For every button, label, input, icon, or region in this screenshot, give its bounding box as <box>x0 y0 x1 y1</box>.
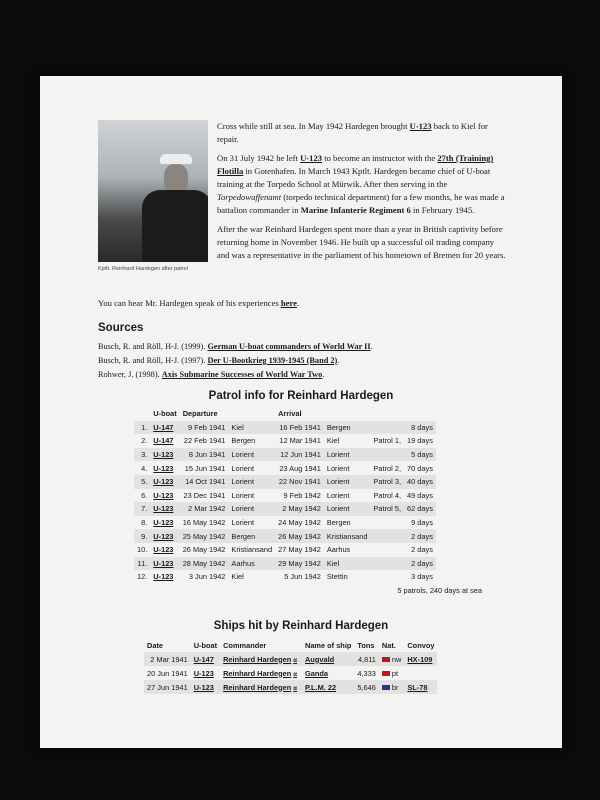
patrol-days: 2 days <box>411 531 433 541</box>
uboat-link[interactable]: U-123 <box>153 490 174 500</box>
col-nat: Nat. <box>381 640 396 650</box>
ships-table <box>144 638 437 694</box>
commander-photo <box>98 120 208 262</box>
flag-icon <box>382 685 390 690</box>
patrol-days: 49 days <box>407 490 433 500</box>
patrol-label <box>371 570 405 584</box>
patrol-row <box>134 489 436 503</box>
arrival-date: 12 Jun 1941 <box>280 450 321 460</box>
convoy-link[interactable] <box>404 666 437 680</box>
hit-date: 20 Jun 1941 <box>147 668 188 678</box>
arrival-port: Lorient <box>326 504 350 514</box>
ships-title: Ships hit by Reinhard Hardegen <box>213 620 389 632</box>
departure-date: 3 Jun 1942 <box>188 572 226 582</box>
flotilla-link[interactable]: 27th (Training) Flotilla <box>217 153 494 176</box>
convoy-link[interactable]: HX-109 <box>407 654 433 664</box>
ship-row <box>144 680 437 694</box>
source-text: Busch, R. and Röll, H-J. (1997). <box>98 356 208 365</box>
patrol-days: 8 days <box>411 422 433 432</box>
ship-link[interactable]: P.L.M. 22 <box>304 682 337 692</box>
ship-tons: 5,646 <box>357 682 376 692</box>
departure-port: Lorient <box>231 504 255 514</box>
arrival-port: Lorient <box>326 477 350 487</box>
officer-cap-shape <box>160 154 192 164</box>
uboat-link[interactable]: U-123 <box>193 682 214 692</box>
audio-text: You can hear Mr. Hardegen speak of his experiences <box>98 298 281 308</box>
uboat-link[interactable]: U-123 <box>153 504 174 514</box>
ship-tons: 4,811 <box>357 654 376 664</box>
commander-link[interactable]: Reinhard Hardegen α <box>223 654 297 664</box>
sources-heading: Sources <box>98 322 144 334</box>
source-link[interactable]: Der U-Bootkrieg 1939-1945 (Band 2) <box>207 356 338 365</box>
departure-port: Lorient <box>231 463 255 473</box>
departure-date: 8 Jun 1941 <box>188 450 226 460</box>
bio-text: On 31 July 1942 he left <box>217 153 301 163</box>
col-date: Date <box>147 640 164 650</box>
arrival-date: 2 May 1942 <box>282 504 321 514</box>
source-end: . <box>337 356 340 365</box>
arrival-date: 22 Nov 1941 <box>278 477 321 487</box>
patrol-number: 4. <box>141 463 148 473</box>
patrol-days: 2 days <box>411 545 433 555</box>
arrival-port: Kristiansand <box>326 531 368 541</box>
printed-page <box>40 76 562 748</box>
audio-link[interactable]: here <box>280 298 297 308</box>
patrol-days: 19 days <box>407 436 433 446</box>
patrol-title: Patrol info for Reinhard Hardegen <box>208 390 394 402</box>
patrol-rows <box>134 421 436 584</box>
patrol-row <box>134 461 436 475</box>
patrol-days: 40 days <box>407 477 433 487</box>
patrol-number: 6. <box>141 490 148 500</box>
source-item <box>98 356 339 365</box>
audio-text-end: . <box>296 298 300 308</box>
hit-date: 2 Mar 1941 <box>150 654 188 664</box>
uboat-link[interactable]: U-123 <box>153 477 174 487</box>
col-commander: Commander <box>223 640 267 650</box>
arrival-date: 29 May 1942 <box>278 558 321 568</box>
patrol-totals: 5 patrols, 240 days at sea <box>397 586 482 595</box>
ship-type-icon: α <box>293 685 297 692</box>
patrol-label: Patrol 2, <box>373 463 402 473</box>
patrol-row <box>134 543 436 557</box>
arrival-port: Stettin <box>326 572 348 582</box>
uboat-link[interactable]: U-123 <box>153 450 174 460</box>
arrival-port: Lorient <box>326 463 350 473</box>
patrol-row <box>134 475 436 489</box>
patrol-days: 62 days <box>407 504 433 514</box>
departure-port: Lorient <box>231 477 255 487</box>
ships-rows <box>144 652 437 694</box>
col-ship: Name of ship <box>304 640 352 650</box>
departure-port: Bergen <box>231 436 256 446</box>
source-end: . <box>370 342 373 351</box>
biography <box>217 120 507 268</box>
arrival-date: 9 Feb 1942 <box>283 490 321 500</box>
col-dep-port <box>228 407 275 421</box>
patrol-label <box>371 421 405 435</box>
source-link[interactable]: German U-boat commanders of World War II <box>207 342 371 351</box>
patrol-table <box>134 407 436 584</box>
departure-date: 28 May 1942 <box>182 558 226 568</box>
patrol-label: Patrol 3, <box>373 477 402 487</box>
departure-port: Kiel <box>231 572 244 582</box>
uboat-link[interactable]: U-123 <box>153 545 174 555</box>
flag-icon <box>382 657 390 662</box>
col-departure: Departure <box>182 409 218 419</box>
convoy-link[interactable]: SL-78 <box>407 682 428 692</box>
patrol-row <box>134 516 436 530</box>
departure-port: Aarhus <box>231 558 255 568</box>
departure-date: 9 Feb 1941 <box>188 422 226 432</box>
patrol-days: 9 days <box>411 518 433 528</box>
patrol-label <box>371 516 405 530</box>
uboat-link[interactable]: U-123 <box>153 572 174 582</box>
bio-text: in February 1945. <box>410 205 475 215</box>
photo-caption: Kptlt. Reinhard Hardegen after patrol <box>98 266 188 272</box>
patrol-number: 11. <box>137 558 148 568</box>
patrol-days: 70 days <box>407 463 433 473</box>
departure-date: 2 Mar 1942 <box>188 504 226 514</box>
patrol-number: 1. <box>141 422 148 432</box>
patrol-row <box>134 570 436 584</box>
departure-port: Lorient <box>231 450 255 460</box>
arrival-date: 23 Aug 1941 <box>279 463 321 473</box>
departure-port: Lorient <box>231 518 255 528</box>
ship-link[interactable]: Augvald <box>304 654 335 664</box>
arrival-date: 26 May 1942 <box>278 531 321 541</box>
arrival-port: Aarhus <box>326 545 351 555</box>
arrival-port: Kiel <box>326 436 340 446</box>
uboat-link[interactable]: U-123 <box>153 531 174 541</box>
arrival-date: 5 Jun 1942 <box>284 572 321 582</box>
bio-italic: Torpedowaffenamt <box>217 192 282 202</box>
bio-paragraph-3: After the war Reinhard Hardegen spent more than a year in British captivity before returning home in November 1946. He built up a successful oil trading company and was a representative in the parliament of his hometown of Bremen for 20 years. <box>217 224 506 260</box>
ship-row <box>144 652 437 666</box>
ship-tons: 4,333 <box>357 668 376 678</box>
patrol-number: 5. <box>141 477 148 487</box>
ship-link[interactable]: Ganda <box>304 668 328 678</box>
patrol-number: 3. <box>141 450 148 460</box>
patrol-row <box>134 421 436 435</box>
patrol-number: 2. <box>141 436 148 446</box>
patrol-row <box>134 448 436 462</box>
commander-link[interactable]: Reinhard Hardegen α <box>223 682 297 692</box>
patrol-label <box>371 529 405 543</box>
uboat-link[interactable]: U-123 <box>153 463 174 473</box>
arrival-port: Kiel <box>326 558 340 568</box>
arrival-port: Lorient <box>326 450 350 460</box>
patrol-label: Patrol 1, <box>373 436 402 446</box>
patrol-row <box>134 529 436 543</box>
col-arr-port <box>324 407 371 421</box>
departure-date: 25 May 1942 <box>182 531 226 541</box>
uboat-link[interactable]: U-123 <box>153 518 174 528</box>
ship-type-icon: α <box>293 671 297 678</box>
ship-nationality: br <box>379 680 404 694</box>
ship-nationality: nw <box>379 652 404 666</box>
flag-icon <box>382 671 390 676</box>
arrival-port: Bergen <box>326 518 351 528</box>
source-link[interactable]: Axis Submarine Successes of World War Two <box>161 370 323 379</box>
patrol-number: 10. <box>137 545 148 555</box>
hit-date: 27 Jun 1941 <box>147 682 188 692</box>
col-uboat: U-boat <box>153 409 177 419</box>
ship-nationality: pt <box>379 666 404 680</box>
departure-date: 23 Dec 1941 <box>183 490 226 500</box>
commander-link[interactable]: Reinhard Hardegen α <box>223 668 297 678</box>
source-item <box>98 342 373 351</box>
patrol-row <box>134 502 436 516</box>
coat-shape <box>142 190 208 262</box>
departure-date: 22 Feb 1941 <box>183 436 226 446</box>
patrol-label: Patrol 5, <box>373 504 402 514</box>
bio-paragraph-2 <box>217 152 507 217</box>
patrol-label <box>371 543 405 557</box>
patrol-days: 3 days <box>411 572 433 582</box>
col-number <box>134 407 150 421</box>
arrival-port: Lorient <box>326 490 350 500</box>
patrol-header-row <box>134 407 436 421</box>
arrival-date: 16 Feb 1941 <box>279 422 321 432</box>
departure-port: Kristiansand <box>231 545 273 555</box>
bio-text: back to Kiel for repair. <box>217 121 488 144</box>
u123-link[interactable]: U-123 <box>409 121 432 131</box>
departure-date: 15 Jun 1941 <box>184 463 226 473</box>
patrol-number: 8. <box>141 518 148 528</box>
col-days <box>404 407 436 421</box>
uboat-link[interactable]: U-147 <box>193 654 214 664</box>
source-item <box>98 370 324 379</box>
source-text: Busch, R. and Röll, H-J. (1999). <box>98 342 208 351</box>
arrival-date: 24 May 1942 <box>278 518 321 528</box>
col-tons: Tons <box>357 640 375 650</box>
patrol-label: Patrol 4, <box>373 490 402 500</box>
departure-date: 14 Oct 1941 <box>185 477 226 487</box>
col-convoy: Convoy <box>407 640 435 650</box>
bio-text: to become an instructor with the <box>322 153 438 163</box>
patrol-number: 7. <box>141 504 148 514</box>
patrol-label <box>371 557 405 571</box>
uboat-link[interactable]: U-123 <box>193 668 214 678</box>
source-text: Rohwer, J. (1998). <box>98 370 162 379</box>
departure-port: Lorient <box>231 490 255 500</box>
departure-date: 26 May 1942 <box>182 545 226 555</box>
ships-header-row <box>144 638 437 652</box>
patrol-number: 12. <box>137 572 148 582</box>
patrol-days: 2 days <box>411 558 433 568</box>
arrival-date: 27 May 1942 <box>278 545 321 555</box>
arrival-port: Bergen <box>326 422 351 432</box>
u123-link[interactable]: U-123 <box>300 153 323 163</box>
uboat-link[interactable]: U-147 <box>153 422 174 432</box>
departure-port: Bergen <box>231 531 256 541</box>
patrol-days: 5 days <box>411 450 433 460</box>
bio-text: Cross while still at sea. In May 1942 Hardegen brought <box>217 121 410 131</box>
bio-text: in Gotenhafen. In March 1943 Kptlt. Hardegen became chief of U-boat training at the Torpedo School at Mürwik. After then serving in the <box>217 166 491 189</box>
uboat-link[interactable]: U-123 <box>153 558 174 568</box>
bio-text: (torpedo technical department) for a few months, he was made a battalion commander in <box>217 192 505 215</box>
audio-line <box>98 298 299 308</box>
col-patrol <box>371 407 405 421</box>
uboat-link[interactable]: U-147 <box>153 436 174 446</box>
patrol-row <box>134 557 436 571</box>
arrival-date: 12 Mar 1941 <box>279 436 321 446</box>
col-arrival: Arrival <box>278 409 302 419</box>
ship-type-icon: α <box>293 657 297 664</box>
ship-row <box>144 666 437 680</box>
departure-date: 16 May 1942 <box>182 518 226 528</box>
patrol-row <box>134 434 436 448</box>
col-uboat: U-boat <box>193 640 218 650</box>
patrol-label <box>371 448 405 462</box>
regiment-name: Marine Infanterie Regiment 6 <box>300 205 411 215</box>
patrol-number: 9. <box>141 531 148 541</box>
bio-paragraph-1 <box>217 120 507 146</box>
departure-port: Kiel <box>231 422 244 432</box>
source-end: . <box>322 370 325 379</box>
